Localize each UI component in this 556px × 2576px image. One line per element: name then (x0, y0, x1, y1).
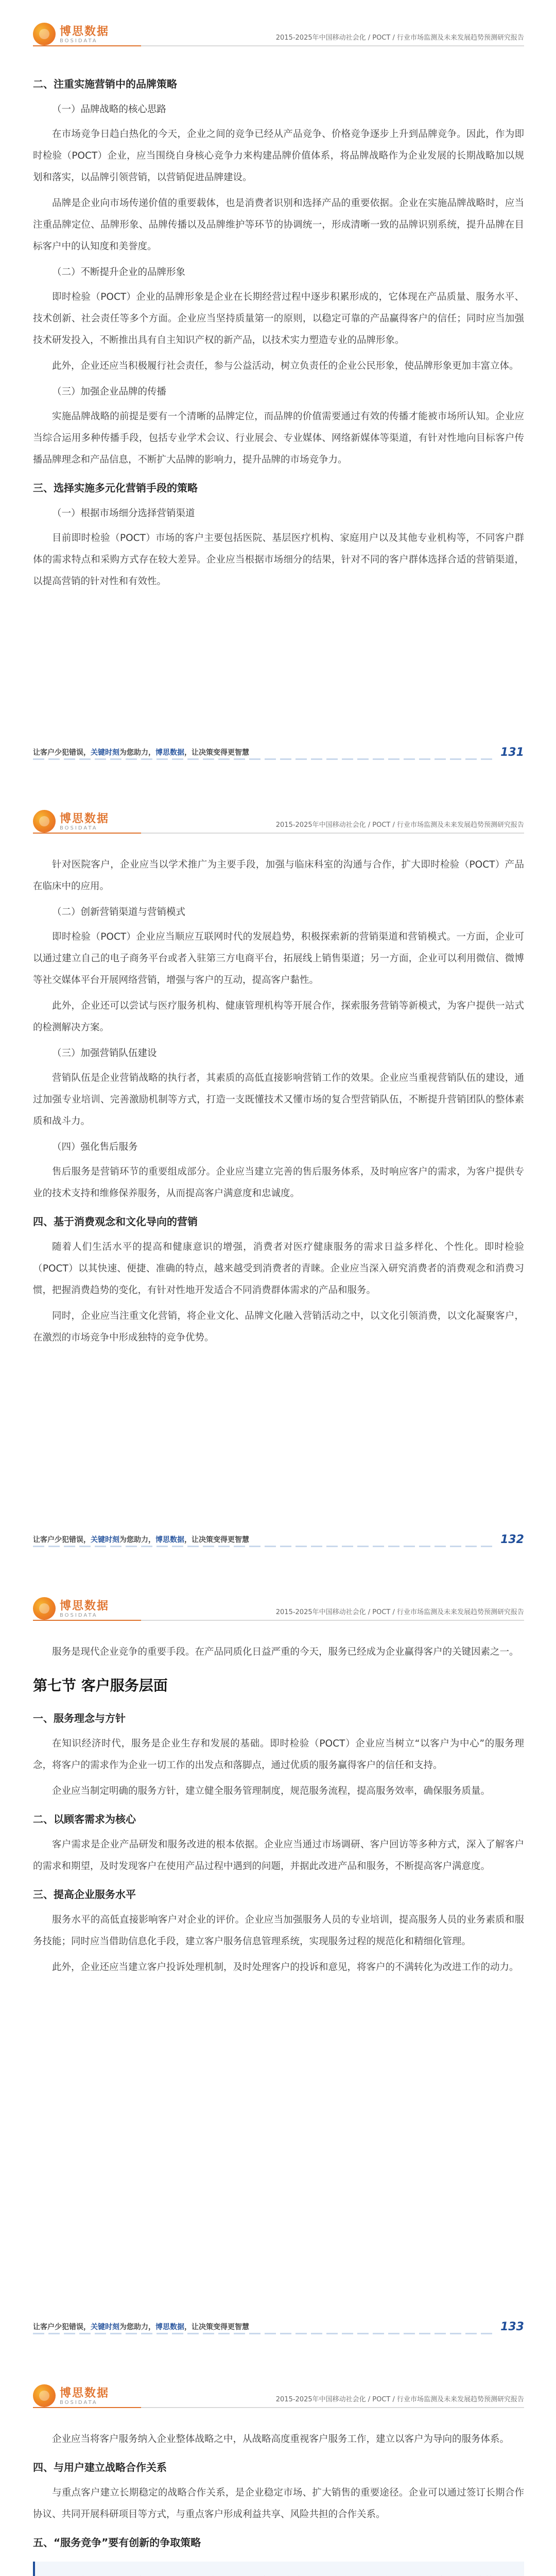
slogan-highlight: 关键时刻 (91, 749, 119, 757)
section-heading: 五、“服务竞争”要有创新的争取策略 (33, 2536, 201, 2549)
quote-box (33, 2562, 524, 2576)
logo-name: 博思数据 (60, 812, 110, 825)
section-heading: 二、注重实施营销中的品牌策略 (33, 78, 177, 90)
footer-slogan (33, 747, 249, 757)
header-divider (33, 2407, 524, 2408)
paragraph: 此外，企业还应当积极履行社会责任，参与公益活动，树立负责任的企业公民形象，使品牌形象更加丰富立体。 (52, 361, 519, 371)
page-content (33, 2429, 524, 2576)
paragraph: 即时检验（POCT）企业应当顺应互联网时代的发展趋势，积极探索新的营销渠道和营销模式。一方面，企业可以通过建立自己的电子商务平台或者入驻第三方电商平台，拓展线上销售渠道；另一方面，企业可以利用微信、微博等社交媒体平台开展网络营销，增强与客户的互动，提高客户黏性。 (33, 931, 524, 986)
logo-tagline: BOSIDATA (60, 825, 98, 831)
slogan-highlight-2: 博思数据 (155, 2323, 184, 2331)
paragraph: 售后服务是营销环节的重要组成部分。企业应当建立完善的售后服务体系，及时响应客户的需求，为客户提供专业的技术支持和维修保养服务，从而提高客户满意度和忠诚度。 (33, 1166, 524, 1199)
report-page (0, 1574, 556, 2362)
page-header (0, 2362, 556, 2424)
page-footer (33, 2321, 524, 2342)
logo-icon (33, 23, 56, 45)
quote-text (46, 2571, 513, 2576)
header-divider (33, 45, 524, 46)
slogan-highlight: 关键时刻 (91, 2323, 119, 2331)
section-heading: 三、选择实施多元化营销手段的策略 (33, 482, 198, 494)
slogan-prefix: 让客户少犯错误， (33, 749, 91, 757)
slogan-prefix: 让客户少犯错误， (33, 1536, 91, 1544)
paragraph: 与重点客户建立长期稳定的战略合作关系，是企业稳定市场、扩大销售的重要途径。企业可以通过签订长期合作协议、共同开展科研项目等方式，与重点客户形成利益共享、风险共担的合作关系。 (33, 2487, 524, 2520)
paragraph: 服务水平的高低直接影响客户对企业的评价。企业应当加强服务人员的专业培训，提高服务人员的业务素质和服务技能；同时应当借助信息化手段，建立客户服务信息管理系统，实现服务过程的规范化和精细化管理。 (33, 1914, 524, 1947)
paragraph: 企业应当将客户服务纳入企业整体战略之中，从战略高度重视客户服务工作，建立以客户为导向的服务体系。 (52, 2434, 510, 2445)
slogan-suffix: ，让决策变得更智慧 (184, 749, 249, 757)
slogan-middle: 为您助力， (119, 2323, 155, 2331)
subsection-heading: （二）创新营销渠道与营销模式 (52, 907, 186, 918)
slogan-highlight: 关键时刻 (91, 1536, 119, 1544)
paragraph: 营销队伍是企业营销战略的执行者，其素质的高低直接影响营销工作的效果。企业应当重视营销队伍的建设，通过加强专业培训、完善激励机制等方式，打造一支既懂技术又懂市场的复合型营销队伍，不断提升营销团队的整体素质和战斗力。 (33, 1073, 524, 1127)
subsection-heading: （一）根据市场细分选择营销渠道 (52, 508, 195, 519)
subsection-heading: （四）强化售后服务 (52, 1142, 138, 1153)
section-heading: 四、与用户建立战略合作关系 (33, 2461, 167, 2473)
slogan-highlight-2: 博思数据 (155, 749, 184, 757)
page-number: 132 (500, 1533, 524, 1546)
paragraph: 品牌是企业向市场传递价值的重要载体，也是消费者识别和选择产品的重要依据。企业在实施品牌战略时，应当注重品牌定位、品牌形象、品牌传播以及品牌维护等环节的协调统一，形成清晰一致的品牌识别系统，提升品牌在目标客户中的认知度和美誉度。 (33, 198, 524, 252)
page-number: 133 (500, 2320, 524, 2333)
report-page (0, 787, 556, 1574)
paragraph: 客户需求是企业产品研发和服务改进的根本依据。企业应当通过市场调研、客户回访等多种方式，深入了解客户的需求和期望，及时发现客户在使用产品过程中遇到的问题，并据此改进产品和服务，不断提高客户满意度。 (33, 1839, 524, 1872)
logo-name: 博思数据 (60, 25, 110, 38)
report-title: 2015-2025年中国移动社会化 / POCT / 行业市场监测及未来发展趋势预测研究报告 (275, 34, 524, 42)
section-heading: 四、基于消费观念和文化导向的营销 (33, 1215, 198, 1228)
logo-name: 博思数据 (60, 1600, 110, 1613)
report-title: 2015-2025年中国移动社会化 / POCT / 行业市场监测及未来发展趋势预测研究报告 (275, 1608, 524, 1616)
logo-name: 博思数据 (60, 2387, 110, 2400)
paragraph: 在市场竞争日趋白热化的今天，企业之间的竞争已经从产品竞争、价格竞争逐步上升到品牌竞争。因此，作为即时检验（POCT）企业，应当围绕自身核心竞争力来构建品牌价值体系，将品牌战略作为企业发展的长期战略加以规划和落实，以品牌引领营销，以营销促进品牌建设。 (33, 129, 524, 183)
footer-bar (33, 758, 493, 760)
slogan-suffix: ，让决策变得更智慧 (184, 1536, 249, 1544)
paragraph: 即时检验（POCT）企业的品牌形象是企业在长期经营过程中逐步积累形成的，它体现在产品质量、服务水平、技术创新、社会责任等多个方面。企业应当坚持质量第一的原则，以稳定可靠的产品赢得客户的信任；同时应当加强技术研发投入，不断推出具有自主知识产权的新产品，以技术实力塑造专业的品牌形象。 (33, 292, 524, 346)
page-header (0, 0, 556, 62)
paragraph: 目前即时检验（POCT）市场的客户主要包括医院、基层医疗机构、家庭用户以及其他专业机构等，不同客户群体的需求特点和采购方式存在较大差异。企业应当根据市场细分的结果，针对不同的客户群体选择合适的营销渠道，以提高营销的针对性和有效性。 (33, 533, 524, 587)
logo-icon (33, 2384, 56, 2407)
page-content (33, 67, 524, 597)
page-footer (33, 1534, 524, 1555)
paragraph: 企业应当制定明确的服务方针，建立健全服务管理制度，规范服务流程，提高服务效率，确保服务质量。 (52, 1786, 491, 1797)
section-heading: 一、服务理念与方针 (33, 1712, 126, 1724)
paragraph: 同时，企业应当注重文化营销，将企业文化、品牌文化融入营销活动之中，以文化引领消费，以文化凝聚客户，在激烈的市场竞争中形成独特的竞争优势。 (33, 1311, 524, 1343)
report-title: 2015-2025年中国移动社会化 / POCT / 行业市场监测及未来发展趋势预测研究报告 (275, 821, 524, 829)
page-header (0, 787, 556, 849)
page-header (0, 1574, 556, 1636)
slogan-suffix: ，让决策变得更智慧 (184, 2323, 249, 2331)
slogan-highlight-2: 博思数据 (155, 1536, 184, 1544)
subsection-heading: （三）加强企业品牌的传播 (52, 386, 167, 397)
paragraph: 此外，企业还可以尝试与医疗服务机构、健康管理机构等开展合作，探索服务营销等新模式，为客户提供一站式的检测解决方案。 (33, 1001, 524, 1033)
footer-slogan (33, 2321, 249, 2332)
paragraph: 实施品牌战略的前提是要有一个清晰的品牌定位，而品牌的价值需要通过有效的传播才能被市场所认知。企业应当综合运用多种传播手段，包括专业学术会议、行业展会、专业媒体、网络新媒体等渠道，有针对性地向目标客户传播品牌理念和产品信息，不断扩大品牌的影响力，提升品牌的市场竞争力。 (33, 411, 524, 465)
section-heading: 二、以顾客需求为核心 (33, 1813, 136, 1825)
footer-slogan (33, 1534, 249, 1545)
logo-tagline: BOSIDATA (60, 2400, 98, 2405)
logo-tagline: BOSIDATA (60, 38, 98, 44)
subsection-heading: （一）品牌战略的核心思路 (52, 104, 167, 115)
slogan-prefix: 让客户少犯错误， (33, 2323, 91, 2331)
page-content (33, 1641, 524, 1982)
header-divider (33, 1620, 524, 1621)
section-heading: 三、提高企业服务水平 (33, 1888, 136, 1901)
header-divider (33, 833, 524, 834)
report-page (0, 2362, 556, 2576)
subsection-heading: （二）不断提升企业的品牌形象 (52, 267, 186, 278)
paragraph: 服务是现代企业竞争的重要手段。在产品同质化日益严重的今天，服务已经成为企业赢得客户的关键因素之一。 (52, 1647, 519, 1657)
paragraph: 随着人们生活水平的提高和健康意识的增强，消费者对医疗健康服务的需求日益多样化、个性化。即时检验（POCT）以其快速、便捷、准确的特点，越来越受到消费者的青睐。企业应当深入研究消费者的消费观念和消费习惯，把握消费趋势的变化，有针对性地开发适合不同消费群体需求的产品和服务。 (33, 1242, 524, 1296)
slogan-middle: 为您助力， (119, 1536, 155, 1544)
logo-tagline: BOSIDATA (60, 1613, 98, 1618)
slogan-middle: 为您助力， (119, 749, 155, 757)
paragraph: 在知识经济时代，服务是企业生存和发展的基础。即时检验（POCT）企业应当树立“以客户为中心”的服务理念，将客户的需求作为企业一切工作的出发点和落脚点，通过优质的服务赢得客户的信任和支持。 (33, 1738, 524, 1771)
report-title: 2015-2025年中国移动社会化 / POCT / 行业市场监测及未来发展趋势预测研究报告 (275, 2396, 524, 2403)
logo-icon (33, 1597, 56, 1620)
paragraph: 针对医院客户，企业应当以学术推广为主要手段，加强与临床科室的沟通与合作，扩大即时检验（POCT）产品在临床中的应用。 (33, 859, 524, 892)
logo-icon (33, 810, 56, 833)
report-page (0, 0, 556, 787)
page-content (33, 854, 524, 1353)
page-footer (33, 747, 524, 768)
page-number: 131 (500, 746, 524, 759)
chapter-heading: 第七节 客户服务层面 (33, 1677, 168, 1694)
paragraph: 此外，企业还应当建立客户投诉处理机制，及时处理客户的投诉和意见，将客户的不满转化为改进工作的动力。 (52, 1962, 519, 1973)
subsection-heading: （三）加强营销队伍建设 (52, 1048, 157, 1059)
footer-bar (33, 2333, 493, 2334)
footer-bar (33, 1546, 493, 1547)
